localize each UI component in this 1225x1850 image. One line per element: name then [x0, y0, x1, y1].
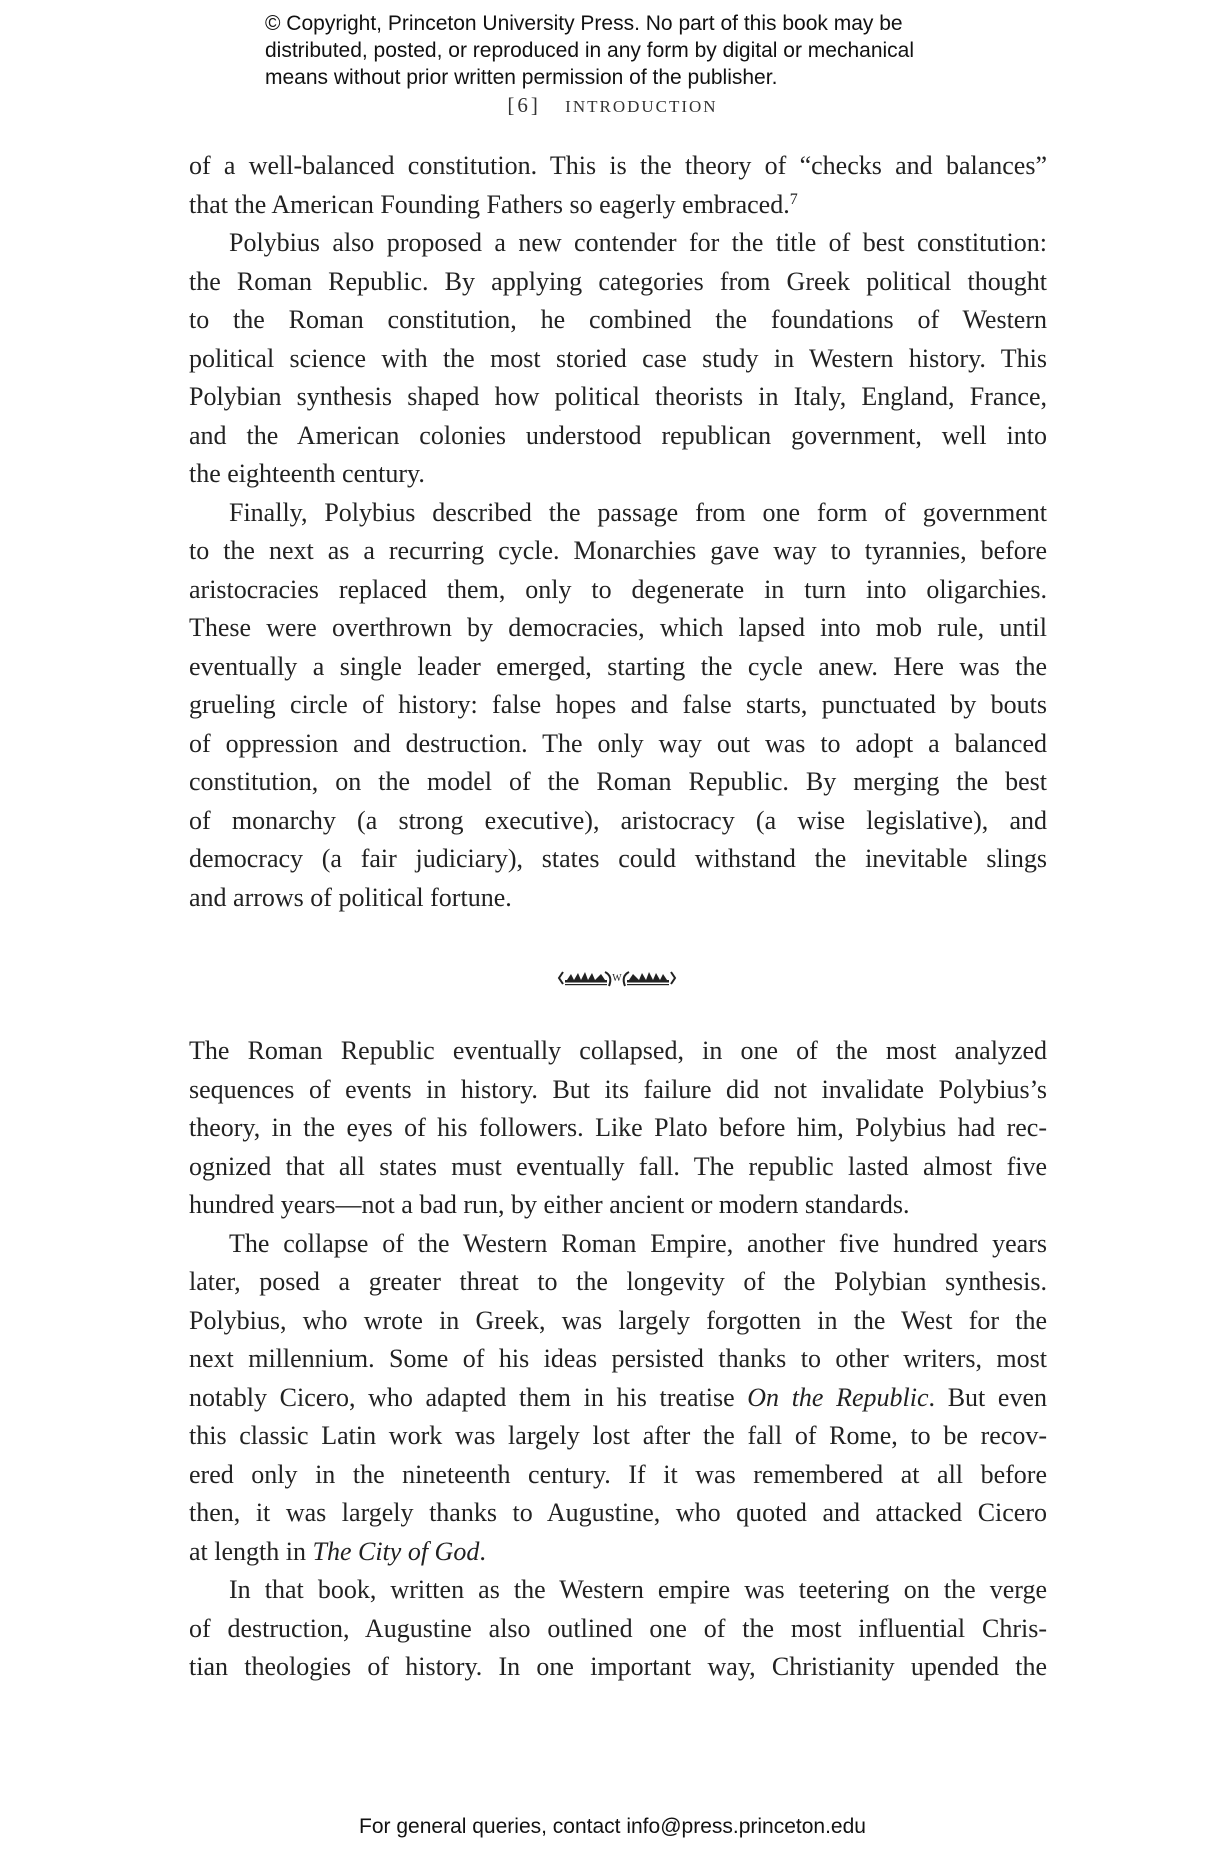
text-line: [189, 186, 1047, 225]
section-break-ornament-icon: [557, 966, 677, 990]
footnote-marker: 7: [789, 190, 798, 208]
text-line: of a well-balanced constitution. This is the theory of “checks and balances”: [189, 151, 1047, 180]
italic-title: The City of God: [312, 1536, 480, 1566]
text-line: ered only in the nineteenth century. If it was remembered at all before: [189, 1459, 1047, 1489]
text-line: democracy (a fair judiciary), states could withstand the inevitable slings: [189, 844, 1047, 873]
text-line: eventually a single leader emerged, starting the cycle anew. Here was the: [189, 651, 1047, 681]
text-line: In that book, written as the Western empire was teetering on the verge: [229, 1575, 1047, 1604]
text-line: next millennium. Some of his ideas persisted thanks to other writers, most: [189, 1344, 1047, 1373]
text-line: theory, in the eyes of his followers. Like Plato before him, Polybius had rec-: [189, 1113, 1047, 1142]
text-line: The collapse of the Western Roman Empire, another five hundred years: [229, 1228, 1047, 1258]
text-line: then, it was largely thanks to Augustine, who quoted and attacked Cicero: [189, 1498, 1047, 1527]
svg-text:W: W: [612, 973, 622, 984]
copyright-line: © Copyright, Princeton University Press. No part of this book may be: [265, 12, 903, 35]
copyright-line: distributed, posted, or reproduced in any form by digital or mechanical: [265, 39, 915, 62]
page-number: [6]: [507, 93, 541, 117]
text-line: Finally, Polybius described the passage from one form of government: [229, 497, 1047, 527]
text-segment: .: [479, 1536, 486, 1566]
text-line: and the American colonies understood republican government, well into: [189, 420, 1047, 450]
text-line: [189, 1533, 1047, 1572]
body-section-1: [189, 147, 1047, 917]
text-line: of monarchy (a strong executive), aristocracy (a wise legislative), and: [189, 805, 1047, 835]
text-line: grueling circle of history: false hopes and false starts, punctuated by bouts: [189, 690, 1047, 719]
text-line: later, posed a greater threat to the longevity of the Polybian synthesis.: [189, 1267, 1047, 1296]
text-line: to the next as a recurring cycle. Monarchies gave way to tyrannies, before: [189, 536, 1047, 565]
text-line: [189, 1379, 1047, 1418]
running-head: [0, 92, 1225, 119]
text-line: tian theologies of history. In one important way, Christianity upended the: [189, 1652, 1047, 1681]
footer-contact: For general queries, contact info@press.princeton.edu: [359, 1815, 866, 1838]
section-title: introduction: [565, 92, 718, 118]
text-line: Polybius also proposed a new contender for the title of best constitution:: [229, 228, 1047, 257]
text-line: of oppression and destruction. The only way out was to adopt a balanced: [189, 728, 1047, 758]
text-line: These were overthrown by democracies, which lapsed into mob rule, until: [189, 613, 1047, 642]
text-segment: that the American Founding Fathers so eagerly embraced.: [189, 189, 790, 219]
copyright-notice: [265, 10, 914, 91]
text-segment: . But even: [928, 1382, 1048, 1412]
text-line: the eighteenth century.: [189, 459, 425, 488]
text-line: the Roman Republic. By applying categories from Greek political thought: [189, 266, 1047, 296]
text-segment: notably Cicero, who adapted them in his treatise: [189, 1382, 748, 1412]
body-section-2: [189, 1032, 1047, 1687]
text-line: constitution, on the model of the Roman Republic. By merging the best: [189, 767, 1047, 796]
italic-title: On the Republic: [747, 1382, 929, 1412]
text-line: political science with the most storied case study in Western history. This: [189, 343, 1047, 373]
text-line: this classic Latin work was largely lost after the fall of Rome, to be recov-: [189, 1421, 1047, 1450]
text-line: ognized that all states must eventually fall. The republic lasted almost five: [189, 1151, 1047, 1181]
text-line: Polybius, who wrote in Greek, was largely forgotten in the West for the: [189, 1305, 1047, 1335]
text-line: to the Roman constitution, he combined the foundations of Western: [189, 305, 1047, 334]
text-line: sequences of events in history. But its failure did not invalidate Polybius’s: [189, 1074, 1047, 1104]
text-line: hundred years—not a bad run, by either ancient or modern standards.: [189, 1190, 910, 1219]
text-line: and arrows of political fortune.: [189, 882, 512, 912]
copyright-line: means without prior written permission of the publisher.: [265, 66, 778, 89]
text-line: aristocracies replaced them, only to degenerate in turn into oligarchies.: [189, 574, 1047, 604]
text-line: of destruction, Augustine also outlined one of the most influential Chris-: [189, 1613, 1047, 1643]
text-line: Polybian synthesis shaped how political theorists in Italy, England, France,: [189, 382, 1047, 411]
text-line: The Roman Republic eventually collapsed, in one of the most analyzed: [189, 1036, 1047, 1065]
text-segment: at length in: [189, 1536, 313, 1566]
